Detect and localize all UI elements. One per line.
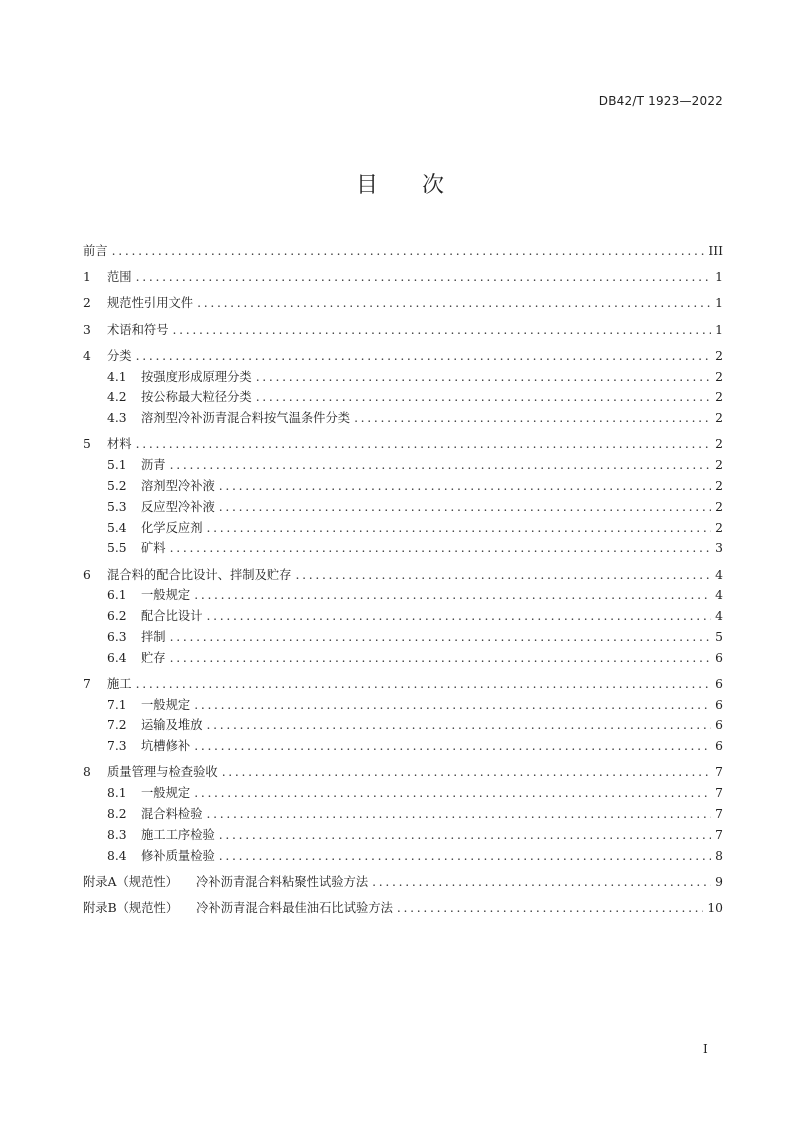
toc-entry-page: 7 xyxy=(715,827,723,842)
toc-entry-number: 附录B（规范性） xyxy=(83,901,179,916)
toc-entry-title: 范围 xyxy=(107,270,132,285)
toc-entry-page: 3 xyxy=(715,541,723,556)
toc-entry-number: 4 xyxy=(83,348,91,363)
toc-entry-title: 矿料 xyxy=(141,541,166,556)
toc-dot-leader xyxy=(170,455,712,476)
toc-entry-number: 6.3 xyxy=(107,629,127,644)
toc-dot-leader xyxy=(219,846,711,867)
toc-entry-number: 5.5 xyxy=(107,541,127,556)
toc-entry-page: 4 xyxy=(715,609,723,624)
toc-entry[interactable] xyxy=(83,367,723,388)
toc-entry[interactable] xyxy=(83,241,723,262)
page-title: 目 次 xyxy=(355,173,444,198)
toc-entry-title: 材料 xyxy=(107,437,132,452)
toc-dot-leader xyxy=(173,320,712,341)
toc-entry-number: 7.1 xyxy=(107,697,127,712)
toc-entry-number: 7.2 xyxy=(107,718,127,733)
toc-entry-page: 2 xyxy=(715,520,723,535)
toc-entry-number: 8.3 xyxy=(107,827,127,842)
toc-entry-number: 8 xyxy=(83,765,91,780)
toc-entry-page: 4 xyxy=(715,567,723,582)
page-number: I xyxy=(703,1042,708,1056)
toc-dot-leader xyxy=(136,674,712,695)
toc-entry[interactable] xyxy=(83,408,723,429)
toc-dot-leader xyxy=(397,898,703,919)
toc-entry-page: 1 xyxy=(715,296,723,311)
toc-entry[interactable] xyxy=(83,497,723,518)
toc-dot-leader xyxy=(197,293,711,314)
toc-entry-title: 按公称最大粒径分类 xyxy=(141,390,252,405)
toc-entry[interactable] xyxy=(83,320,723,341)
toc-dot-leader xyxy=(136,267,712,288)
toc-entry[interactable] xyxy=(83,674,723,695)
toc-dot-leader xyxy=(219,497,711,518)
toc-entry-title: 施工工序检验 xyxy=(141,827,215,842)
toc-entry[interactable] xyxy=(83,565,723,586)
toc-dot-leader xyxy=(256,367,711,388)
toc-entry-number: 1 xyxy=(83,270,91,285)
toc-dot-leader xyxy=(354,408,711,429)
toc-entry-page: 6 xyxy=(715,718,723,733)
toc-entry-number: 2 xyxy=(83,296,91,311)
toc-entry-title: 混合料的配合比设计、拌制及贮存 xyxy=(107,567,292,582)
toc-entry[interactable] xyxy=(83,606,723,627)
toc-entry-number: 附录A（规范性） xyxy=(83,874,178,889)
toc-entry-number: 6.1 xyxy=(107,588,127,603)
toc-dot-leader xyxy=(194,783,711,804)
toc-entry[interactable] xyxy=(83,825,723,846)
toc-entry-number: 6 xyxy=(83,567,91,582)
toc-entry-number: 5.3 xyxy=(107,499,127,514)
toc-entry-page: 7 xyxy=(715,786,723,801)
toc-entry-title: 分类 xyxy=(107,348,132,363)
toc-entry-page: 1 xyxy=(715,322,723,337)
toc-dot-leader xyxy=(170,538,712,559)
toc-entry-number: 6.2 xyxy=(107,609,127,624)
toc-dot-leader xyxy=(194,585,711,606)
toc-entry-title: 拌制 xyxy=(141,629,166,644)
standard-number: DB42/T 1923—2022 xyxy=(598,94,723,108)
toc-entry-number: 8.2 xyxy=(107,807,127,822)
toc-entry-page: 2 xyxy=(715,478,723,493)
toc-entry-page: 8 xyxy=(715,848,723,863)
toc-entry-number: 6.4 xyxy=(107,650,127,665)
toc-entry-title: 质量管理与检查验收 xyxy=(107,765,218,780)
toc-entry[interactable] xyxy=(83,783,723,804)
toc-entry-title: 修补质量检验 xyxy=(141,848,215,863)
toc-dot-leader xyxy=(170,648,712,669)
toc-entry[interactable] xyxy=(83,267,723,288)
toc-dot-leader xyxy=(256,387,711,408)
toc-entry-title: 配合比设计 xyxy=(141,609,203,624)
toc-entry-title: 按强度形成原理分类 xyxy=(141,369,252,384)
toc-entry-number: 5.4 xyxy=(107,520,127,535)
toc-entry-page: 10 xyxy=(707,901,723,916)
toc-dot-leader xyxy=(219,825,711,846)
toc-entry-number: 5.2 xyxy=(107,478,127,493)
toc-entry-page: 6 xyxy=(715,739,723,754)
toc-entry-number: 5 xyxy=(83,437,91,452)
toc-entry[interactable] xyxy=(83,387,723,408)
toc-entry-title: 混合料检验 xyxy=(141,807,203,822)
toc-entry[interactable] xyxy=(83,293,723,314)
toc-entry[interactable] xyxy=(83,846,723,867)
toc-entry-title: 一般规定 xyxy=(141,697,191,712)
toc-dot-leader xyxy=(295,565,711,586)
toc-entry[interactable] xyxy=(83,898,723,919)
toc-dot-leader xyxy=(112,241,705,262)
toc-entry-page: 6 xyxy=(715,650,723,665)
toc-entry-title: 冷补沥青混合料粘聚性试验方法 xyxy=(195,874,369,889)
toc-entry-page: 2 xyxy=(715,411,723,426)
toc-entry-title: 反应型冷补液 xyxy=(141,499,215,514)
toc-entry-title: 沥青 xyxy=(141,458,166,473)
toc-entry-number: 5.1 xyxy=(107,458,127,473)
toc-entry[interactable] xyxy=(83,627,723,648)
toc-entry-number: 4.1 xyxy=(107,369,127,384)
toc-dot-leader xyxy=(207,715,712,736)
toc-entry-number: 7.3 xyxy=(107,739,127,754)
toc-dot-leader xyxy=(207,804,712,825)
toc-entry[interactable] xyxy=(83,872,723,893)
toc-entry-number: 7 xyxy=(83,676,91,691)
toc-dot-leader xyxy=(194,736,711,757)
toc-entry-page: 7 xyxy=(715,765,723,780)
toc-entry[interactable] xyxy=(83,695,723,716)
toc-entry-title: 坑槽修补 xyxy=(141,739,191,754)
table-of-contents xyxy=(83,241,723,919)
toc-dot-leader xyxy=(207,518,712,539)
toc-entry-title: 施工 xyxy=(107,676,132,691)
toc-dot-leader xyxy=(136,434,712,455)
toc-entry[interactable] xyxy=(83,715,723,736)
toc-dot-leader xyxy=(170,627,712,648)
toc-entry[interactable] xyxy=(83,585,723,606)
toc-dot-leader xyxy=(222,762,711,783)
toc-entry-page: 6 xyxy=(715,676,723,691)
toc-entry-title: 冷补沥青混合料最佳油石比试验方法 xyxy=(196,901,393,916)
toc-entry-page: 9 xyxy=(715,874,723,889)
toc-entry-page: 4 xyxy=(715,588,723,603)
toc-entry[interactable] xyxy=(83,804,723,825)
toc-entry-title: 溶剂型冷补沥青混合料按气温条件分类 xyxy=(141,411,351,426)
toc-entry-title: 溶剂型冷补液 xyxy=(141,478,215,493)
toc-entry-page: 7 xyxy=(715,807,723,822)
toc-entry-page: 2 xyxy=(715,499,723,514)
toc-entry-page: III xyxy=(708,244,723,258)
toc-entry[interactable] xyxy=(83,455,723,476)
toc-entry-title: 一般规定 xyxy=(141,588,191,603)
toc-entry-title: 规范性引用文件 xyxy=(107,296,194,311)
toc-entry[interactable] xyxy=(83,762,723,783)
toc-entry-page: 2 xyxy=(715,437,723,452)
toc-entry[interactable] xyxy=(83,434,723,455)
toc-entry-title: 贮存 xyxy=(141,650,166,665)
toc-entry-title: 前言 xyxy=(83,244,108,258)
toc-entry-page: 2 xyxy=(715,348,723,363)
toc-dot-leader xyxy=(372,872,711,893)
toc-entry[interactable] xyxy=(83,538,723,559)
toc-entry-title: 化学反应剂 xyxy=(141,520,203,535)
toc-entry-number: 4.3 xyxy=(107,411,127,426)
toc-entry-page: 2 xyxy=(715,390,723,405)
toc-entry-page: 6 xyxy=(715,697,723,712)
toc-entry-title: 运输及堆放 xyxy=(141,718,203,733)
toc-entry-number: 3 xyxy=(83,322,91,337)
toc-entry[interactable] xyxy=(83,476,723,497)
toc-entry-page: 2 xyxy=(715,369,723,384)
toc-entry[interactable] xyxy=(83,736,723,757)
toc-entry-page: 5 xyxy=(715,629,723,644)
toc-entry-page: 1 xyxy=(715,270,723,285)
toc-dot-leader xyxy=(219,476,711,497)
toc-entry-number: 8.1 xyxy=(107,786,127,801)
toc-entry-number: 8.4 xyxy=(107,848,127,863)
toc-entry[interactable] xyxy=(83,648,723,669)
toc-entry-page: 2 xyxy=(715,458,723,473)
toc-entry-number: 4.2 xyxy=(107,390,127,405)
toc-dot-leader xyxy=(136,346,712,367)
toc-dot-leader xyxy=(207,606,712,627)
toc-entry-title: 一般规定 xyxy=(141,786,191,801)
toc-entry-title: 术语和符号 xyxy=(107,322,169,337)
toc-entry[interactable] xyxy=(83,518,723,539)
toc-entry[interactable] xyxy=(83,346,723,367)
toc-dot-leader xyxy=(194,695,711,716)
